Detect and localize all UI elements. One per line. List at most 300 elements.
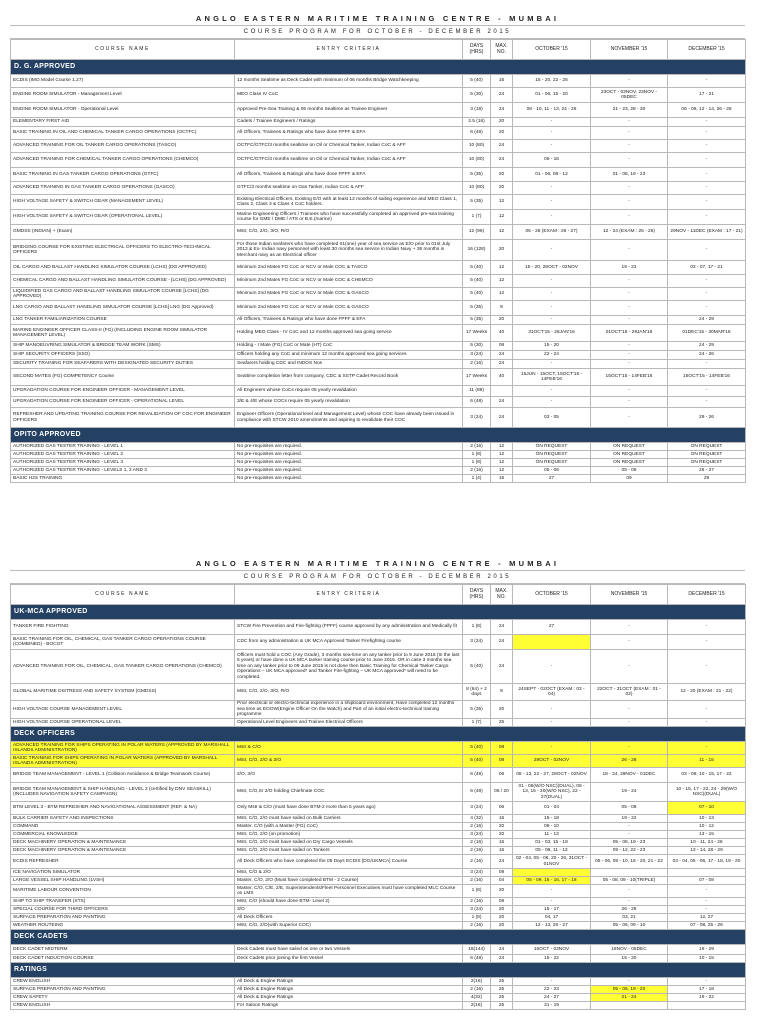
course-name-cell: DECK MACHINERY OPERATION & MAINTENANCE [11,839,235,847]
december-cell: 07 - 08 [668,877,746,885]
days-cell: 3 (24) [463,906,491,914]
table-row [11,914,746,922]
november-cell: 26 - 28 [591,755,668,768]
october-cell: ON REQUEST [513,451,591,459]
entry-criteria-cell: Mstr, C/O, 2/O (on promotion) [235,831,463,839]
table-row [11,742,746,755]
november-cell: - [591,719,668,727]
entry-criteria-cell: Deck Cadets must have sailed on one or two Vessels [235,945,463,955]
course-name-cell: ENGINE ROOM SIMULATOR - Management Level [11,88,235,103]
november-cell: - [591,240,668,261]
october-cell [513,869,591,877]
days-cell: 2 (16) [463,877,491,885]
sheet-subtitle: COURSE PROGRAM FOR OCTOBER - DECEMBER 2015 [10,26,745,39]
november-cell: - [591,386,668,397]
max-no-cell: 25 [491,719,513,727]
october-cell: - [513,210,591,225]
max-no-cell: 16 [491,475,513,483]
max-no-cell: 16 [491,839,513,847]
december-cell: 01DEC'15 - 30MAR'16 [668,325,746,342]
table-row [11,168,746,182]
october-cell: 01 - 06(W/O NSC)(DUAL), 08 - 13, 15 - 20(W/O NSC), 22 - 27(DUAL) [513,783,591,802]
column-header: COURSE NAME [11,585,235,605]
days-cell: 2 (16) [463,467,491,475]
course-name-cell: SECURITY TRAINING FOR SEAFARERS WITH DESIGNATED SECURITY DUTIES [11,360,235,369]
november-cell: 22OCT - 31OCT (EXAM : 01 - 02) [591,684,668,701]
column-header: DAYS (HRS) [463,585,491,605]
december-cell: 12, 27 [668,914,746,922]
october-cell: - [513,127,591,140]
days-cell: 5 (35) [463,301,491,316]
max-no-cell: 12 [491,459,513,467]
max-no-cell: 12 [491,225,513,240]
october-cell: 15OCT - 03NOV [513,945,591,955]
max-no-cell: 04 [491,877,513,885]
november-cell: - [591,620,668,635]
table-row [11,325,746,342]
table-row [11,316,746,325]
table-row [11,275,746,288]
december-cell: - [668,168,746,182]
days-cell: 3 (24) [463,408,491,428]
course-name-cell: ADVANCED TRAINING FOR SHIPS OPERATING IN POLAR WATERS (APPROVED BY MARSHALL ISLANDS ADMINISTRATION) [11,742,235,755]
course-name-cell: ICE NAVIGATION SIMULATOR [11,869,235,877]
december-cell: 13 - 14, 28 - 29 [668,847,746,855]
october-cell: 12 - 13, 26 - 27 [513,922,591,930]
section-title: DECK CADETS [11,930,746,945]
max-no-cell: 12 [491,195,513,210]
course-name-cell: TANKER FIRE FIGHTING [11,620,235,635]
column-header: DECEMBER '15 [668,40,746,60]
days-cell: 10 (80) [463,140,491,153]
sheet-title: ANGLO EASTERN MARITIME TRAINING CENTRE - MUMBAI [10,557,745,571]
table-row [11,475,746,483]
entry-criteria-cell: All Deck & Engine Ratings [235,994,463,1002]
entry-criteria-cell: Existing Electrical Officers, Existing E/O with at least 12 months of sailing experience and MEO Class 1, Class 2, Class 3 & Class 4 CoC holders. [235,195,463,210]
column-header: DECEMBER '15 [668,585,746,605]
november-cell: - [591,360,668,369]
october-cell: 05 - 16 [513,153,591,168]
course-name-cell: AUTHORIZED GAS TESTER TRAINING - LEVELS 1, 2 AND 3 [11,467,235,475]
entry-criteria-cell: Operational Level Engineers and Trainee Electrical Officers [235,719,463,727]
december-cell: 26 - 27 [668,467,746,475]
course-name-cell: ADVANCED TRAINING FOR OIL TANKER CARGO OPERATIONS (TASCO) [11,140,235,153]
november-cell: 18 - 24, 29NOV - 01DEC [591,768,668,783]
max-no-cell: 40 [491,369,513,386]
course-name-cell: AUTHORIZED GAS TESTER TRAINING - LEVEL 1 [11,443,235,451]
course-name-cell: ADVANCED TRAINING FOR CHEMICAL TANKER CARGO OPERATIONS (CHEMCO) [11,153,235,168]
november-cell: 19 - 22 [591,815,668,823]
table-row [11,847,746,855]
october-cell: 11 - 13 [513,831,591,839]
entry-criteria-cell: Mstr, C/O & 2/O [235,869,463,877]
days-cell: 5 (40) [463,755,491,768]
max-no-cell: 24 [491,360,513,369]
november-cell: - [591,885,668,898]
course-name-cell: SHIP SECURITY OFFICERS (SSO) [11,351,235,360]
course-name-cell: DECK CADET INDUCTION COURSE [11,955,235,963]
december-cell: - [668,397,746,408]
course-name-cell: BULK CARRIER SAFETY AND INSPECTIONS [11,815,235,823]
course-name-cell: ENGINE ROOM SIMULATOR - Operational Level [11,103,235,118]
days-cell: 5 (35) [463,168,491,182]
max-no-cell: 06 / 20 [491,783,513,802]
december-cell: 24 - 26 [668,351,746,360]
november-cell: - [591,342,668,351]
table-row [11,719,746,727]
november-cell: - [591,831,668,839]
december-cell: 29NOV - 11DEC (EXAM : 17 - 21) [668,225,746,240]
table-row [11,855,746,869]
max-no-cell: 25 [491,986,513,994]
max-no-cell: 20 [491,168,513,182]
december-cell: - [668,898,746,906]
december-cell: - [668,75,746,88]
october-cell: - [513,301,591,316]
table-row [11,650,746,684]
december-cell: - [668,742,746,755]
table-row [11,75,746,88]
days-cell: 16 (128) [463,240,491,261]
october-cell: 15 - 18 [513,815,591,823]
days-cell: 1 (8) [463,451,491,459]
course-name-cell: BASIC H2S TRAINING [11,475,235,483]
days-cell: 5 (40) [463,650,491,684]
october-cell: - [513,360,591,369]
max-no-cell: 24 [491,620,513,635]
max-no-cell: 20 [491,922,513,930]
table-row [11,342,746,351]
table-row [11,261,746,275]
table-row [11,210,746,225]
entry-criteria-cell: Approved Pre-Sea Training & 06 months Sealtime as Trainee Engineer [235,103,463,118]
days-cell: 5 (30) [463,342,491,351]
days-cell: 2.5 (16) [463,118,491,127]
course-name-cell: UPGRADATION COURSE FOR ENGINEER OFFICER - MANAGEMENT LEVEL [11,386,235,397]
section-header-row [11,60,746,75]
entry-criteria-cell: STCW Fire Prevention and Fire-fighting (FPFF) course approved by any administration and Medically fit [235,620,463,635]
november-cell [591,869,668,877]
max-no-cell: 16 [491,75,513,88]
december-cell: 07 - 08, 25 - 26 [668,922,746,930]
december-cell: 29 - 26 [668,408,746,428]
table-row [11,994,746,1002]
entry-criteria-cell: No pre-requisites are required. [235,467,463,475]
december-cell: - [668,288,746,301]
days-cell: 5 (40) [463,275,491,288]
october-cell: 27 [513,475,591,483]
entry-criteria-cell: Engineer Officers (Operational level and Management Level) whose COC have already been issued in compliance with STCW 2010 amendments and aspiring to revalidate their COC [235,408,463,428]
october-cell: 31OCT'15 - 28JAN'16 [513,325,591,342]
course-name-cell: SPECIAL COURSE FOR THIRD OFFICERS [11,906,235,914]
days-cell: 1 (8) [463,885,491,898]
november-cell: 03, 21 [591,914,668,922]
table-row [11,225,746,240]
table-row [11,182,746,195]
november-cell: 05 - 08, 09 - 10(TRIPLE) [591,877,668,885]
course-name-cell: BASIC TRAINING IN GAS TANKER CARGO OPERATIONS (GTFC) [11,168,235,182]
december-cell: - [668,182,746,195]
course-name-cell: WEATHER ROUTEING [11,922,235,930]
days-cell: 5 (35) [463,701,491,719]
december-cell: - [668,275,746,288]
max-no-cell: 24 [491,408,513,428]
entry-criteria-cell: All Deck & Engine Ratings [235,978,463,986]
entry-criteria-cell: Mstr & C/O [235,742,463,755]
days-cell: 2(16) [463,978,491,986]
course-name-cell: GLOBAL MARITIME DISTRESS AND SAFETY SYSTEM (GMDSS) [11,684,235,701]
days-cell: 6 (48) [463,127,491,140]
table-row [11,635,746,650]
entry-criteria-cell: No pre-requisites are required. [235,451,463,459]
december-cell: - [668,118,746,127]
days-cell: 5 (40) [463,288,491,301]
max-no-cell: 8 [491,684,513,701]
november-cell: - [591,153,668,168]
november-cell: - [591,635,668,650]
max-no-cell: 24 [491,351,513,360]
november-cell: ON REQUEST [591,451,668,459]
december-cell: - [668,620,746,635]
december-cell: 13 - 15 [668,831,746,839]
entry-criteria-cell: All Officers, Trainees & Ratings who have done FPFF & EFA [235,168,463,182]
entry-criteria-cell: Sealtime completion letter from company, CDC & SSTP Cadet Record Book [235,369,463,386]
october-cell: - [513,978,591,986]
table-row [11,360,746,369]
course-name-cell: HIGH VOLTAGE SAFETY & SWITCH GEAR (OPERATIONAL LEVEL) [11,210,235,225]
section-header-row [11,963,746,978]
entry-criteria-cell: Mstr, C/O, 2/O(with Superior COC) [235,922,463,930]
days-cell: 8 (64) + 2 days [463,684,491,701]
days-cell: 5 (35) [463,195,491,210]
entry-criteria-cell: Holding MEO Class - IV CoC and 12 months approved sea going service [235,325,463,342]
course-name-cell: MARITIME LABOUR CONVENTION [11,885,235,898]
december-cell: - [668,240,746,261]
max-no-cell: 12 [491,467,513,475]
days-cell: 3 (24) [463,802,491,815]
october-cell: 03 - 05 [513,408,591,428]
october-cell: 15 - 22 [513,955,591,963]
days-cell: 5 (40) [463,75,491,88]
table-row [11,898,746,906]
days-cell: 2(16) [463,1002,491,1010]
days-cell: 2 (16) [463,986,491,994]
november-cell: 26 - 28 [591,906,668,914]
days-cell: 1 (8) [463,620,491,635]
entry-criteria-cell: All Officers, Trainees & Ratings who have done FPFF & EFA [235,127,463,140]
december-cell [668,1002,746,1010]
course-name-cell: BRIDGE TEAM MANAGEMENT & SHIP HANDLING - LEVEL 2 (certified by DNV SEASKILL) (INCLUDES NAVIGATION SAFETY CAMPAIGN) [11,783,235,802]
days-cell: 18(144) [463,945,491,955]
october-cell: 22 - 23 [513,986,591,994]
entry-criteria-cell: 12 months Sealtime as Deck Cadet with minimum of 06 months Bridge Watchkeeping [235,75,463,88]
entry-criteria-cell: All Engineers whose CoCs require 05 yearly revalidation [235,386,463,397]
entry-criteria-cell: Minimum 2nd Mates FG CoC or NCV or Male COC & CHEMCO [235,275,463,288]
days-cell: 3 (24) [463,351,491,360]
section-header-row [11,428,746,443]
sheet-title: ANGLO EASTERN MARITIME TRAINING CENTRE - MUMBAI [10,12,745,26]
entry-criteria-cell: Minimum 2nd Mates FG CoC or NCV or Male COC & TASCO [235,261,463,275]
max-no-cell: 20 [491,118,513,127]
table-row [11,783,746,802]
course-name-cell: ADVANCED TRAINING FOR OIL, CHEMICAL, GAS TANKER CARGO OPERATIONS (CHEMCO) [11,650,235,684]
november-cell: - [591,118,668,127]
table-row [11,620,746,635]
course-name-cell: DECK MACHINERY OPERATION & MAINTENANCE [11,847,235,855]
december-cell: - [668,635,746,650]
october-cell: - [513,898,591,906]
december-cell: - [668,885,746,898]
course-name-cell: BRIDGE TEAM MANAGEMENT - LEVEL 1 (Collision Avoidance & Bridge Teamwork Course) [11,768,235,783]
course-name-cell: BTM LEVEL 3 - BTM REFRESHER AND NAVIGATIONAL ASSESSMENT (REF. & NA) [11,802,235,815]
course-name-cell: DECK CADET MIDTERM [11,945,235,955]
column-header: DAYS (HRS) [463,40,491,60]
october-cell: ON REQUEST [513,459,591,467]
entry-criteria-cell: Mstr, C/O, 2/O must have sailed on Tankers [235,847,463,855]
november-cell: - [591,75,668,88]
max-no-cell: 24 [491,945,513,955]
december-cell: - [668,719,746,727]
december-cell [668,869,746,877]
section-title: UK-MCA APPROVED [11,605,746,620]
october-cell: - [513,386,591,397]
december-cell: 03 - 08, 10 - 15, 17 - 22 [668,768,746,783]
days-cell: 3 (24) [463,635,491,650]
december-cell: 07 - 10 [668,802,746,815]
november-cell: 05 - 06, 09 - 10 [591,922,668,930]
course-name-cell: SECOND MATES (FG) COMPETENCY Course [11,369,235,386]
october-cell: 08 - 10, 11 - 13, 24 - 26 [513,103,591,118]
days-cell: 2 (16) [463,823,491,831]
october-cell: 05 - 26 (EXAM : 26 - 27) [513,225,591,240]
october-cell: 24 - 27 [513,994,591,1002]
days-cell: 10 (80) [463,182,491,195]
october-cell: - [513,140,591,153]
table-row [11,831,746,839]
december-cell: 11 - 15 [668,755,746,768]
december-cell: - [668,386,746,397]
days-cell: 6 (48) [463,768,491,783]
december-cell: 10 - 11, 24 - 26 [668,839,746,847]
course-name-cell: ECDIS REFRESHER [11,855,235,869]
november-cell: - [591,397,668,408]
december-cell: - [668,210,746,225]
november-cell: 21 - 23, 28 - 30 [591,103,668,118]
october-cell: 01 - 03, 15 - 18 [513,839,591,847]
november-cell: ON REQUEST [591,459,668,467]
november-cell: - [591,140,668,153]
table-row [11,978,746,986]
table-row [11,877,746,885]
december-cell: - [668,153,746,168]
days-cell: 10 (80) [463,153,491,168]
october-cell: 05 - 06 [513,467,591,475]
max-no-cell: 20 [491,127,513,140]
max-no-cell: 08 [491,869,513,877]
november-cell: 15 - 20 [591,955,668,963]
course-name-cell: GMDSS (INDIAN) + (Exam) [11,225,235,240]
october-cell: - [513,195,591,210]
entry-criteria-cell: No pre-requisites are required. [235,475,463,483]
november-cell: 01OCT'15 - 29JAN'16 [591,325,668,342]
december-cell: 17 - 21 [668,88,746,103]
table-row [11,986,746,994]
october-cell: - [513,240,591,261]
section-title: RATINGS [11,963,746,978]
october-cell: 15 - 20 [513,342,591,351]
december-cell: 19 - 29 [668,945,746,955]
entry-criteria-cell: Deck Cadets prior joining the first Vessel [235,955,463,963]
december-cell: ON REQUEST [668,459,746,467]
max-no-cell: 20 [491,240,513,261]
max-no-cell: 24 [491,397,513,408]
section-header-row [11,727,746,742]
october-cell: 05 - 09, 15 - 16, 17 - 18 [513,877,591,885]
days-cell: 3 (24) [463,831,491,839]
entry-criteria-cell: Officers holding any CoC and minimum 12 months approved sea going services [235,351,463,360]
max-no-cell: 24 [491,103,513,118]
column-header: OCTOBER '15 [513,40,591,60]
max-no-cell: 12 [491,210,513,225]
entry-criteria-cell: Master, C/O (with a Master (FG) CoC) [235,823,463,831]
november-cell: - [591,195,668,210]
december-cell: - [668,906,746,914]
entry-criteria-cell: Mstr, C/O, 2/O, 3/O, R/O [235,684,463,701]
october-cell: - [513,650,591,684]
course-name-cell: CHEMICAL CARGO AND BALLAST HANDLING SIMULATOR COURSE - [LCHS] (DG APPROVED) [11,275,235,288]
entry-criteria-cell: 3/O [235,906,463,914]
entry-criteria-cell: All Officers, Trainees & Ratings who have done FPFF & EFA [235,316,463,325]
days-cell: 5 (35) [463,316,491,325]
course-name-cell: COMMERCIAL KNOWLEDGE [11,831,235,839]
column-header-row [11,40,746,60]
december-cell: 10 - 13 [668,815,746,823]
max-no-cell: 12 [491,443,513,451]
course-name-cell: AUTHORIZED GAS TESTER TRAINING - LEVEL 3 [11,459,235,467]
max-no-cell: 20 [491,914,513,922]
entry-criteria-cell: Mstr, C/O, 2/O & 3/O [235,755,463,768]
days-cell: 4 (32) [463,815,491,823]
october-cell: ON REQUEST [513,443,591,451]
course-name-cell: UPGRADATION COURSE FOR ENGINEER OFFICER - OPERATIONAL LEVEL [11,397,235,408]
entry-criteria-cell: OCTFC/GTFC/3 months sealtime on Oil or Chemical Tanker, Indian CoC & AFF [235,153,463,168]
table-row [11,701,746,719]
october-cell: 02 - 04, 05 - 06, 20 - 26, 31OCT - 01NOV [513,855,591,869]
entry-criteria-cell: Marine Engineering Officers / Trainees who have successfully completed an approved pre-sea training course for GME / DME / ATS or B.E.(marine) [235,210,463,225]
course-name-cell: LIQUIDIFIED GAS CARGO AND BALLAST HANDLING SIMULATOR COURSE [LCHS] (DG APPROVED) [11,288,235,301]
max-no-cell: 16 [491,847,513,855]
table-row [11,127,746,140]
december-cell: - [668,301,746,316]
table-row [11,459,746,467]
november-cell: 09 - 12, 22 - 23 [591,847,668,855]
table-row [11,386,746,397]
november-cell: 09 [591,475,668,483]
october-cell: 27 [513,620,591,635]
november-cell: 19 - 23 [591,261,668,275]
course-name-cell: HIGH VOLTAGE COURSE MANAGEMENT LEVEL [11,701,235,719]
max-no-cell: 24 [491,855,513,869]
november-cell [591,1002,668,1010]
max-no-cell: 12 [491,451,513,459]
december-cell: 10 - 15, 17 - 22, 24 - 29(W/O NSC)(DUAL) [668,783,746,802]
december-cell: 29 [668,475,746,483]
october-cell: 15 - 20, 28OCT - 02NOV [513,261,591,275]
december-cell: - [668,360,746,369]
course-program-sheet-1 [10,12,745,483]
days-cell: 2 (16) [463,360,491,369]
max-no-cell: 20 [491,316,513,325]
